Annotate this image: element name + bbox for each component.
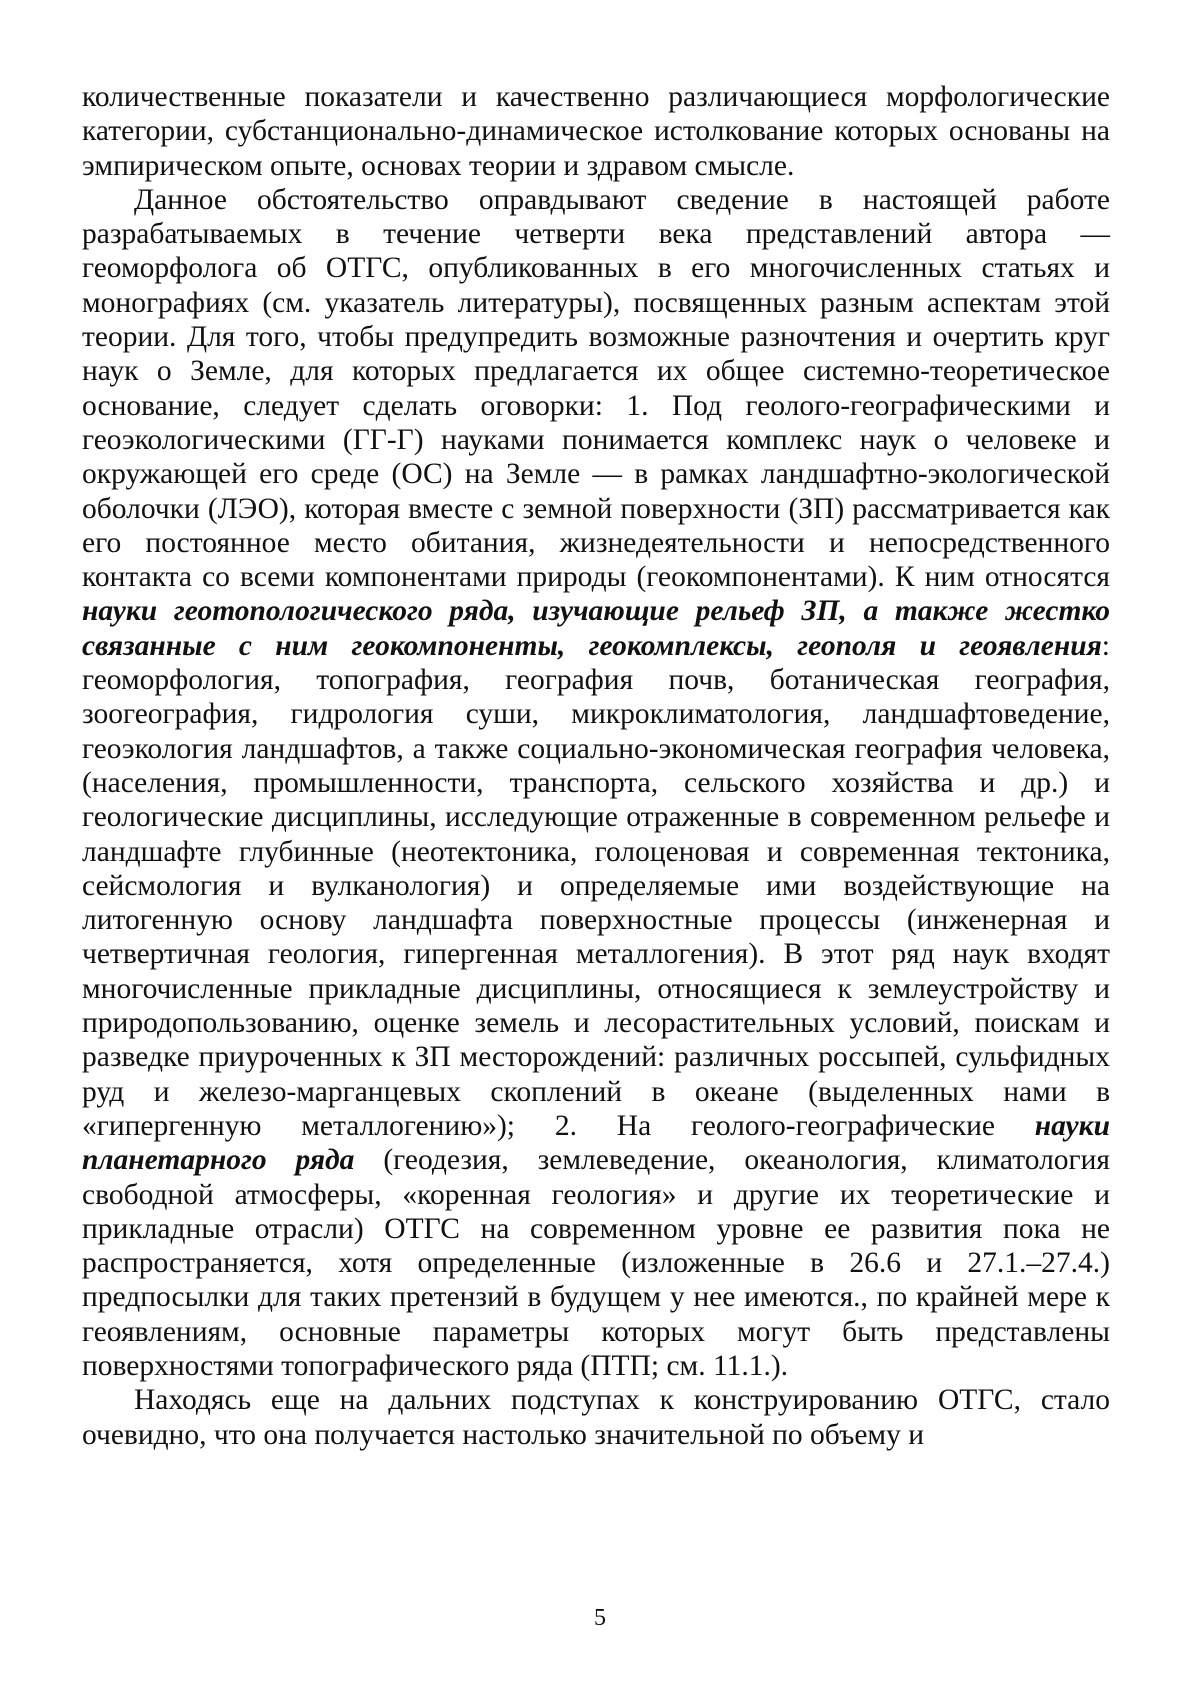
- text-run: : геоморфология, топография, география почв, ботаническая география, зоогеография, гидрология суши, микроклиматология, ландшафтоведение, геоэкология ландшафтов, а также социально-экономическая география человека, (населения, промышленности, транспорта, сельского хозяйства и др.) и геологические дисциплины, исследующие отраженные в современном рельефе и ландшафте глубинные (неотектоника, голоценовая и современная тектоника, сейсмология и вулканология) и определяемые ими воздействующие на литогенную основу ландшафта поверхностные процессы (инженерная и четвертичная геология, гипергенная металлогения). В этот ряд наук входят многочисленные прикладные дисциплины, относящиеся к землеустройству и природопользованию, оценке земель и лесорастительных условий, поискам и разведке приуроченных к ЗП месторождений: различных россыпей, сульфидных руд и железо-марганцевых скоплений в океане (выделенных нами в «гипергенную металлогению»); 2. На геолого-географические: [82, 629, 1110, 1142]
- emphasis-text-run: науки геотопологического ряда, изучающие рельеф ЗП, а также жестко связанные с ним геокомпоненты, геокомплексы, геополя и геоявления: [82, 595, 1110, 662]
- page-number: 5: [594, 1605, 606, 1631]
- paragraph: [82, 1383, 1110, 1452]
- emphasis-text-run: науки планетарного ряда: [82, 1109, 1110, 1177]
- text-run: (геодезия, землеведение, океанология, климатология свободной атмосферы, «коренная геология» и другие их теоретические и прикладные отрасли) ОТГС на современном уровне ее развития пока не распространяется, хотя определенные (изложенные в 26.6 и 27.1.–27.4.) предпосылки для таких претензий в будущем у нее имеются., по крайней мере к геоявлениям, основные параметры которых могут быть представлены поверхностями топографического ряда (ПТП; см. 11.1.).: [82, 1144, 1110, 1382]
- text-run: Данное обстоятельство оправдывают сведение в настоящей работе разрабатываемых в течение четверти века представлений автора — геоморфолога об ОТГС, опубликованных в его многочисленных статьях и монографиях (см. указатель литературы), посвященных разным аспектам этой теории. Для того, чтобы предупредить возможные разночтения и очертить круг наук о Земле, для которых предлагается их общее системно-теоретическое основание, следует сделать оговорки: 1. Под геолого-географическими и геоэкологическими (ГГ-Г) науками понимается комплекс наук о человеке и окружающей его среде (ОС) на Земле — в рамках ландшафтно-экологической оболочки (ЛЭО), которая вместе с земной поверхности (ЗП) рассматривается как его постоянное место обитания, жизнедеятельности и непосредственного контакта со всеми компонентами природы (геокомпонентами). К ним относятся: [82, 183, 1110, 594]
- paragraph: [82, 80, 1110, 183]
- text-run: Находясь еще на дальних подступах к конструированию ОТГС, стало очевидно, что она получается настолько значительной по объему и: [82, 1384, 1110, 1451]
- paragraph: [82, 183, 1110, 1383]
- text-run: количественные показатели и качественно различающиеся морфологические категории, субстанционально-динамическое истолкование которых основаны на эмпирическом опыте, основах теории и здравом смысле.: [82, 81, 1110, 182]
- page-body: [82, 80, 1110, 1452]
